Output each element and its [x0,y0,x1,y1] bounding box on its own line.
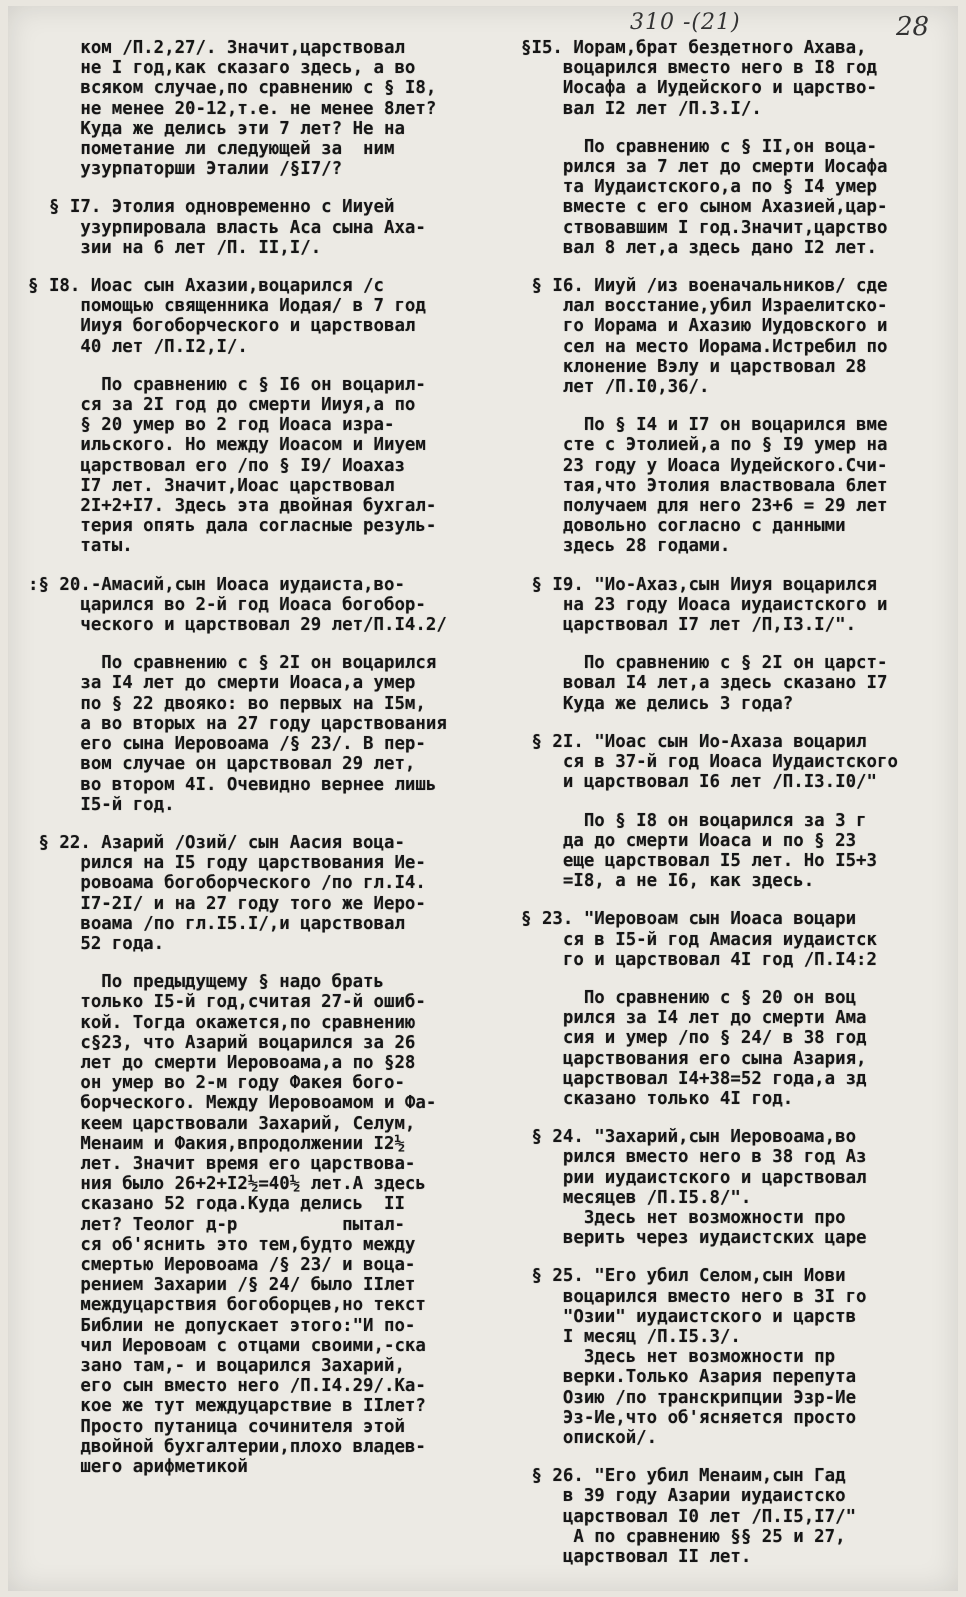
paragraph-section-16: § I6. Ииуй /из военачальников/ сде лал восстание,убил Израелитско- го Иорама и Ахазию Иудовского и сел на место Иорама.Истребил по клонение Вэлу и царствовал 28 лет /П.I0,36/. [531,276,888,398]
archive-page-number: 310 -(21) [630,10,741,35]
paragraph-section-19: § I9. "Ио-Ахаз,сын Ииуя воцарился на 23 году Иоаса иудаистского и царствовал I7 лет /П,I3.I/". [531,574,888,636]
sheet-number: 28 [896,12,930,42]
paragraph-section-15-comment: По сравнению с § II,он воца- рился за 7 лет до смерти Иосафа та Иудаистского,а по § I4 умер вместе с его сыном Ахазией,цар- ствовавшим I год.Значит,царство вал 8 лет,а здесь дано I2 лет. [562,136,888,258]
typewritten-page [8,6,958,1591]
paragraph-section-21-comment: По § I8 он воцарился за 3 г да до смерти Иоаса и по § 23 еще царствовал I5 лет. Но I5+3 =I8, а не I6, как здесь. [562,810,877,892]
paragraph-section-18-comment: По сравнению с § I6 он воцарил- ся за 2I год до смерти Ииуя,а по § 20 умер во 2 год Иоаса изра- ильского. Но между Иоасом и Ииуем царствовал его /по § I9/ Иоахаз I7 лет. Значит,Иоас царствовал 2I+2+I7. Здесь эта двойная бухгал- терия опять дала согласные резуль- таты. [80,374,437,557]
paragraph-section-21: § 2I. "Иоас сын Ио-Ахаза воцарил ся в 37-й год Иоаса Иудаистского и царствовал I6 лет /П.I3.I0/" [531,731,898,793]
paragraph-section-18: § I8. Иоас сын Ахазии,воцарился /с помощью священника Иодая/ в 7 год Ииуя богоборческого и царствовал 40 лет /П.I2,I/. [28,276,426,357]
paragraph-section-22: § 22. Азарий /Озий/ сын Аасия воца- рился на I5 году царствования Ие- ровоама богоборческого /по гл.I4. I7-2I/ и на 27 году того же Иеро- воама /по гл.I5.I/,и царствовал 52 года. [38,832,426,954]
paragraph-section-20: :§ 20.-Амасий,сын Иоаса иудаиста,во- царился во 2-й год Иоаса богобор- ческого и царствовал 29 лет/П.I4.2/ [28,574,447,636]
paragraph-section-24: § 24. "Захарий,сын Иеровоама,во рился вместо него в 38 год Аз рии иудаистского и царствовал месяцев /П.I5.8/". Здесь нет возможности про верить через иудаистских царе [531,1127,867,1249]
left-column [28,38,496,1495]
paragraph-section-15: §I5. Иорам,брат бездетного Ахава, воцарился вместо него в I8 год Иосафа а Иудейского и царство- вал I2 лет /П.3.I/. [521,38,877,119]
paragraph-section-17: § I7. Этолия одновременно с Ииуей узурпировала власть Аса сына Аха- зии на 6 лет /П. II,I/. [48,197,426,258]
paragraph-section-22-comment: По предыдущему § надо брать только I5-й год,считая 27-й ошиб- кой. Тогда окажется,по сравнению с§23, что Азарий воцарился за 26 лет до смерти Иеровоама,а по §28 он умер во 2-м году Факея бого- борческого. Между Иеровоамом и Фа- кеем царствовали Захарий, Селум, Менаим и Факия,впродолжении I2½ лет. Значит время его царствова- ния было 26+2+I2½=40½ лет.А здесь сказано 52 года.Куда делись II лет? Теолог д-р пытал- ся об'яснить это тем,будто между смертью Иеровоама /§ 23/ и воца- рением Захарии /§ 24/ было IIлет междуцарствия богоборцев,но текст Библии не допускает этого:"И по- чил Иеровоам с отцами своими,-ска зано там,- и воцарился Захарий, его сын вместо него /П.I4.29/.Ка- кое же тут междуцарствие в IIлет? Просто путаница сочинителя этой двойной бухгалтерии,плохо владев- шего арифметикой [80,972,437,1477]
paragraph-section-20-comment: По сравнению с § 2I он воцарился за I4 лет до смерти Иоаса,а умер по § 22 двояко: во первых на I5м, а во вторых на 27 году царствования его сына Иеровоама /§ 23/. В пер- вом случае он царствовал 29 лет, во втором 4I. Очевидно вернее лишь I5-й год. [80,653,447,815]
paragraph-section-23-comment: По сравнению с § 20 он воц рился за I4 лет до смерти Ама сия и умер /по § 24/ в 38 год царствования его сына Азария, царствовал I4+38=52 года,а зд сказано только 4I год. [562,987,867,1109]
paragraph-section-16-comment: По § I4 и I7 он воцарился вме сте с Этолией,а по § I9 умер на 23 году у Иоаса Иудейского.Счи- тая,что Этолия властвовала 6лет получаем для него 23+6 = 29 лет довольно согласно с данными здесь 28 годами. [562,415,888,557]
paragraph-continuation-17: ком /П.2,27/. Значит,царствовал не I год,как сказаго здесь, а во всяком случае,по сравнению с § I8, не менее 20-12,т.е. не менее 8лет? Куда же делись эти 7 лет? Не на пометание ли следующей за ним узурпаторши Эталии /§I7/? [80,38,437,180]
paragraph-section-19-comment: По сравнению с § 2I он царст- вовал I4 лет,а здесь сказано I7 Куда же делись 3 года? [562,653,888,714]
paragraph-section-23: § 23. "Иеровоам сын Иоаса воцари ся в I5-й год Амасия иудаистск го и царствовал 4I год /П.I4:2 [521,909,877,970]
paragraph-section-26: § 26. "Его убил Менаим,сын Гад в 39 году Азарии иудаистско царствовал I0 лет /П.I5,I7/" А по сравнению §§ 25 и 27, царствовал II лет. [531,1466,857,1567]
right-column [521,38,951,1585]
paragraph-section-25: § 25. "Его убил Селом,сын Иови воцарился вместо него в 3I го "Озии" иудаистского и царств I месяц /П.I5.3/. Здесь нет возможности пр верки.Только Азария перепута Озию /по транскрипции Эзр-Ие Эз-Ие,что об'ясняется просто опиской/. [531,1266,867,1448]
